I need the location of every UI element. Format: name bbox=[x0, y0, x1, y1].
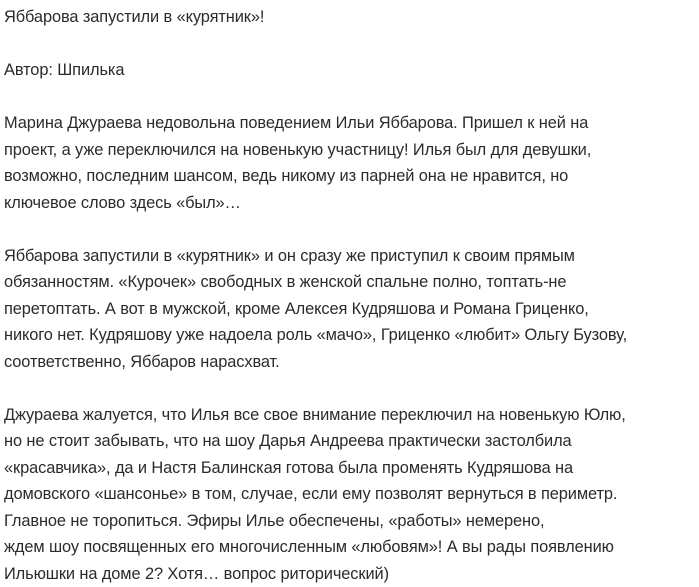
article bbox=[4, 0, 696, 587]
paragraph-line: перетоптать. А вот в мужской, кроме Алексея Кудряшова и Романа Гриценко, bbox=[4, 296, 696, 323]
paragraph-line: Ильюшки на доме 2? Хотя… вопрос риторический) bbox=[4, 561, 696, 587]
paragraph-line: возможно, последним шансом, ведь никому из парней она не нравится, но bbox=[4, 163, 696, 190]
paragraph-line: «красавчика», да и Настя Балинская готова была променять Кудряшова на bbox=[4, 455, 696, 482]
paragraph-line: проект, а уже переключился на новенькую участницу! Илья был для девушки, bbox=[4, 137, 696, 164]
spacer bbox=[4, 31, 696, 58]
paragraph-1 bbox=[4, 110, 696, 216]
paragraph-line: ждем шоу посвященных его многочисленным «любовям»! А вы рады появлению bbox=[4, 534, 696, 561]
spacer bbox=[4, 216, 696, 243]
paragraph-line: никого нет. Кудряшову уже надоела роль «мачо», Гриценко «любит» Ольгу Бузову, bbox=[4, 322, 696, 349]
paragraph-line: обязанностям. «Курочек» свободных в женской спальне полно, топтать-не bbox=[4, 269, 696, 296]
paragraph-line: Марина Джураева недовольна поведением Ильи Яббарова. Пришел к ней на bbox=[4, 110, 696, 137]
paragraph-line: Главное не торопиться. Эфиры Илье обеспечены, «работы» немерено, bbox=[4, 508, 696, 535]
spacer bbox=[4, 84, 696, 111]
spacer bbox=[4, 375, 696, 402]
paragraph-line: соответственно, Яббаров нарасхват. bbox=[4, 349, 696, 376]
article-title: Яббарова запустили в «курятник»! bbox=[4, 0, 696, 31]
article-author: Автор: Шпилька bbox=[4, 57, 696, 84]
paragraph-line: Джураева жалуется, что Илья все свое внимание переключил на новенькую Юлю, bbox=[4, 402, 696, 429]
paragraph-line: домовского «шансонье» в том, случае, если ему позволят вернуться в периметр. bbox=[4, 481, 696, 508]
paragraph-2 bbox=[4, 243, 696, 376]
paragraph-line: но не стоит забывать, что на шоу Дарья Андреева практически застолбила bbox=[4, 428, 696, 455]
paragraph-line: Яббарова запустили в «курятник» и он сразу же приступил к своим прямым bbox=[4, 243, 696, 270]
paragraph-3 bbox=[4, 402, 696, 587]
paragraph-line: ключевое слово здесь «был»… bbox=[4, 190, 696, 217]
